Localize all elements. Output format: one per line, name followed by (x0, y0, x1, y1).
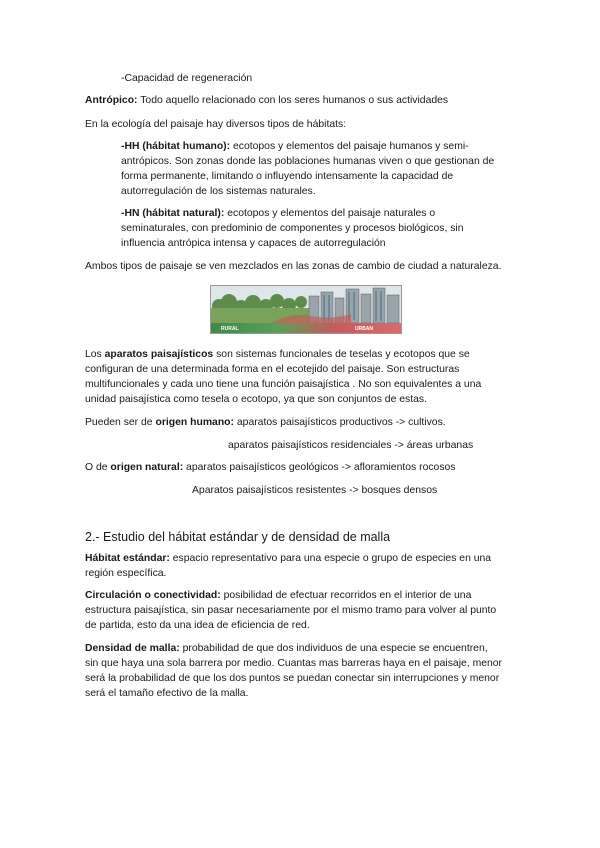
hh-line2: antrópicos. Son zonas donde las poblaciones humanas viven o que gestionan de (121, 156, 495, 167)
hn-line3: influencia antrópica intensa y capaces de autorregulación (121, 238, 386, 249)
circulacion-line3: de partida, esto da una idea de eficiencia de red. (85, 620, 310, 631)
antropico-definition (85, 93, 448, 108)
origen-humano-term: origen humano: (155, 417, 234, 428)
origen-natural-term: origen natural: (110, 462, 184, 473)
urban-label: URBAN (354, 326, 373, 332)
densidad-line4: será el tamaño efectivo de la malla. (85, 688, 249, 699)
origen-humano-text: aparatos paisajísticos productivos -> cultivos. (234, 417, 446, 428)
hh-term: -HH (hábitat humano): (121, 141, 231, 152)
circulacion-block (85, 588, 496, 633)
origen-natural-text: aparatos paisajísticos geológicos -> afloramientos rocosos (183, 462, 456, 473)
estandar-line1: espacio representativo para una especie o grupo de especies en una (169, 553, 492, 564)
origen-natural-line2: Aparatos paisajísticos resistentes -> bosques densos (192, 485, 438, 496)
aparatos-line4: unidad paisajística como tesela o ecotopo, ya que son conjuntos de estas. (85, 394, 427, 405)
hh-block (121, 139, 494, 199)
densidad-line2: sin que haya una sola barrera por medio. Cuantas mas barreras haya en el paisaje, menor (85, 658, 503, 669)
aparatos-line1: son sistemas funcionales de teselas y ecotopos que se (213, 349, 470, 360)
densidad-block (85, 641, 502, 701)
aparatos-block (85, 347, 481, 407)
origen-natural-line (85, 460, 456, 475)
estandar-term: Hábitat estándar: (85, 553, 170, 564)
hh-line3: forma permanente, limitando o influyendo intensamente la capacidad de (121, 171, 454, 182)
rural-label: RURAL (221, 326, 239, 332)
densidad-line1: probabilidad de que dos individuos de una especie se encuentren, (179, 643, 488, 654)
regeneracion-line: -Capacidad de regeneración (121, 73, 253, 84)
antropico-term: Antrópico: (85, 95, 138, 106)
origen-humano-line (85, 415, 446, 430)
aparatos-term: aparatos paisajísticos (104, 349, 214, 360)
origen-humano-pre: Pueden ser de (85, 417, 156, 428)
habitats-intro: En la ecología del paisaje hay diversos tipos de hábitats: (85, 119, 347, 130)
estandar-block (85, 551, 491, 581)
hh-line4: autorregulación de los sistemas naturales. (121, 186, 316, 197)
circulacion-term: Circulación o conectividad: (85, 590, 221, 601)
ambos-line: Ambos tipos de paisaje se ven mezclados en las zonas de cambio de ciudad a naturaleza. (85, 261, 502, 272)
origen-natural-pre: O de (85, 462, 111, 473)
aparatos-line2: configuran de una determinada forma en el ecotejido del paisaje. Son estructuras (85, 364, 460, 375)
hn-term: -HN (hábitat natural): (121, 208, 225, 219)
estandar-line2: región específica. (85, 568, 167, 579)
aparatos-pre: Los (85, 349, 105, 360)
hn-line2: seminaturales, con predominio de componentes y procesos biológicos, sin (121, 223, 464, 234)
circulacion-line2: estructura paisajística, sin pasar necesariamente por el mismo tramo para volver al punto (85, 605, 497, 616)
origen-humano-line2: aparatos paisajísticos residenciales -> áreas urbanas (228, 440, 474, 451)
section-2-heading: 2.- Estudio del hábitat estándar y de densidad de malla (85, 530, 391, 544)
hh-line1: ecotopos y elementos del paisaje humanos y semi- (230, 141, 469, 152)
antropico-text: Todo aquello relacionado con los seres humanos o sus actividades (137, 95, 449, 106)
densidad-term: Densidad de malla: (85, 643, 180, 654)
landscape-graphic (211, 286, 401, 323)
densidad-line3: será la probabilidad de que los dos puntos se puedan conectar sin interrupciones y menor (85, 673, 500, 684)
rural-urban-illustration (210, 285, 402, 334)
aparatos-line3: multifuncionales y cada uno tiene una función paisajística . No son equivalentes a una (85, 379, 482, 390)
hn-block (121, 206, 464, 251)
hn-line1: ecotopos y elementos del paisaje naturales o (224, 208, 436, 219)
circulacion-line1: posibilidad de efectuar recorridos en el interior de una (220, 590, 472, 601)
